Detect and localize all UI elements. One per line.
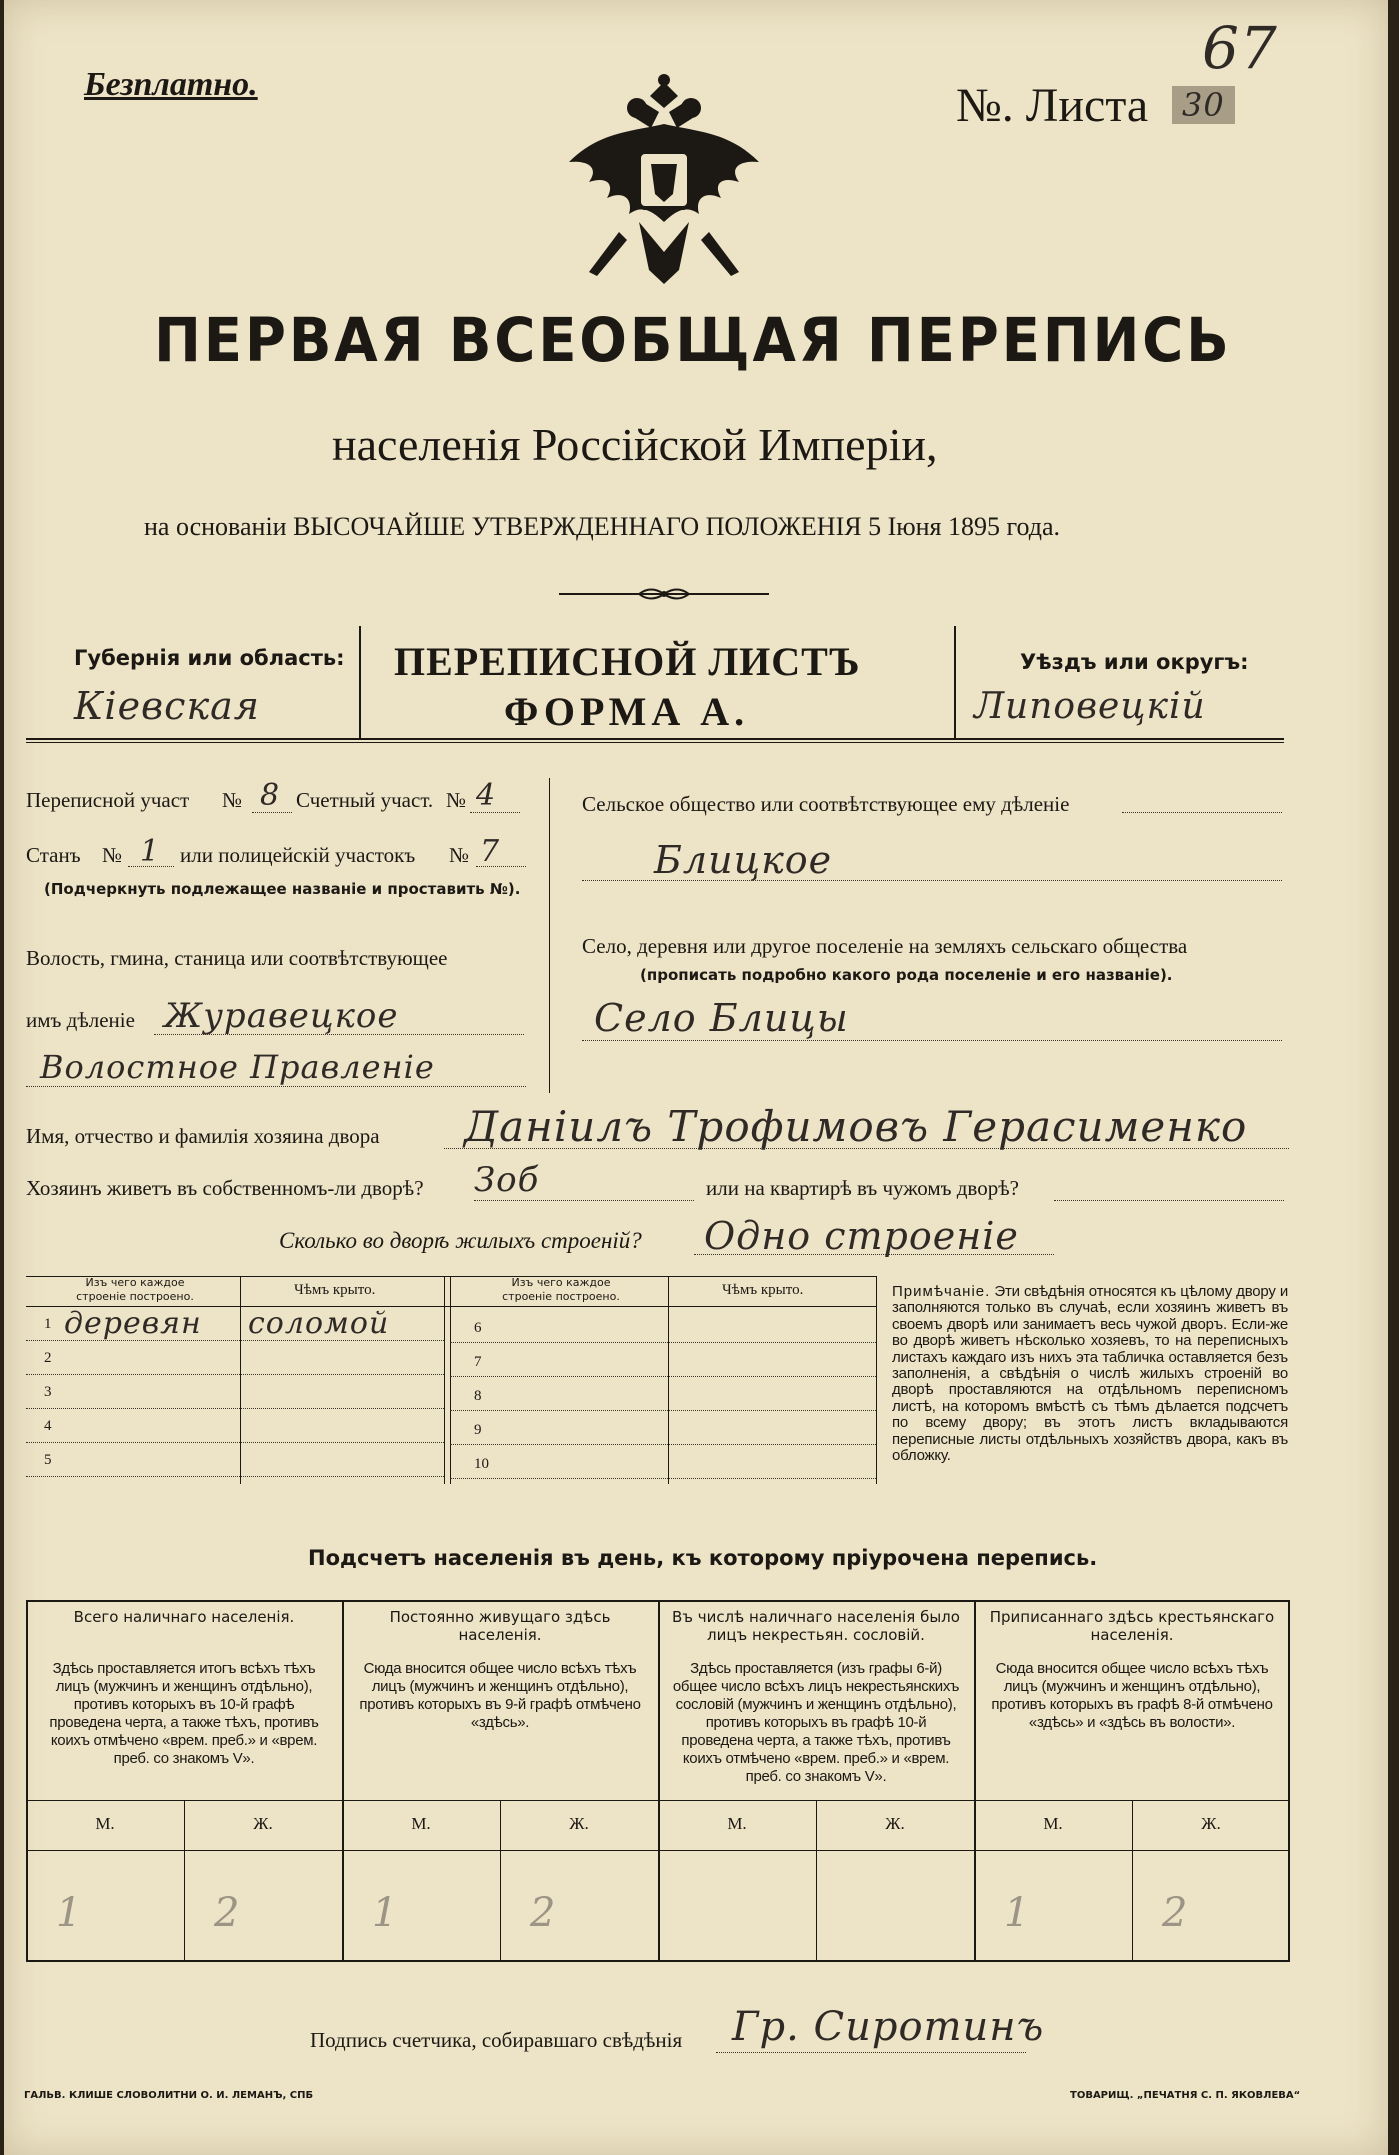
building-row-number: 1 bbox=[44, 1316, 52, 1332]
roof-col-header-2: Чѣмъ крыто. bbox=[722, 1282, 804, 1298]
province-value: Кіевская bbox=[74, 684, 260, 728]
volost-label-2: имъ дѣленіе bbox=[26, 1008, 135, 1032]
archive-number: 67 bbox=[1202, 14, 1278, 82]
buildings-value: Одно строеніе bbox=[704, 1214, 1019, 1258]
census-subtitle: населенія Россійской Имперіи, bbox=[332, 419, 938, 470]
volost-value-2: Волостное Правленіе bbox=[40, 1048, 435, 1086]
note bbox=[892, 1284, 1288, 1464]
female-count-value: 2 bbox=[530, 1890, 557, 1936]
society-value: Блицкое bbox=[654, 838, 833, 882]
form-name: ФОРМА А. bbox=[504, 689, 750, 734]
count-area-value: 4 bbox=[476, 778, 497, 813]
female-col-label: Ж. bbox=[1201, 1814, 1221, 1833]
owner-name-label: Имя, отчество и фамилія хозяина двора bbox=[26, 1124, 380, 1148]
female-col-label: Ж. bbox=[885, 1814, 905, 1833]
building-row-number: 8 bbox=[474, 1388, 482, 1404]
male-count-value: 1 bbox=[372, 1890, 399, 1936]
number-sign: № bbox=[446, 788, 467, 812]
census-title: ПЕРВАЯ ВСЕОБЩАЯ ПЕРЕПИСЬ bbox=[154, 305, 1232, 376]
female-count-value: 2 bbox=[1162, 1890, 1189, 1936]
double-headed-eagle-emblem-icon bbox=[559, 72, 769, 292]
number-sign: № bbox=[102, 843, 123, 867]
police-label: или полицейскій участокъ bbox=[180, 843, 416, 867]
count-col-header: Всего наличнаго населенія. bbox=[73, 1608, 295, 1626]
building-row-number: 10 bbox=[474, 1456, 489, 1472]
census-area-value: 8 bbox=[260, 778, 281, 813]
district-value: Липовецкій bbox=[974, 686, 1206, 727]
legal-basis: на основаніи ВЫСОЧАЙШЕ УТВЕРЖДЕННАГО ПОЛОЖЕНІЯ 5 Іюня 1895 года. bbox=[144, 512, 1061, 541]
male-col-label: М. bbox=[95, 1814, 115, 1833]
male-count-value: 1 bbox=[1004, 1890, 1031, 1936]
police-value: 7 bbox=[480, 834, 501, 869]
female-count-value: 2 bbox=[214, 1890, 241, 1936]
printer-right: ТОВАРИЩ. „ПЕЧАТНЯ С. П. ЯКОВЛЕВА“ bbox=[1070, 2090, 1301, 2101]
volost-label-1: Волость, гмина, станица или соотвѣтствующее bbox=[26, 946, 448, 970]
count-col-header: Въ числѣ наличнаго населенія было лицъ некрестьян. сословій. bbox=[672, 1608, 960, 1644]
material-col-header: Изъ чего каждое строеніе построено. bbox=[76, 1276, 194, 1303]
number-sign: № bbox=[222, 788, 243, 812]
count-col-header: Постоянно живущаго здѣсь населенія. bbox=[389, 1608, 611, 1644]
volost-value-1: Журавецкое bbox=[164, 996, 399, 1036]
roof-col-header: Чѣмъ крыто. bbox=[294, 1282, 376, 1298]
building-row-number: 4 bbox=[44, 1418, 52, 1434]
ornament-divider-icon bbox=[559, 586, 769, 602]
count-col-instructions: Сюда вносится общее число всѣхъ тѣхъ лицъ (мужчинъ и женщинъ отдѣльно), противъ которыхъ въ графѣ 8-й отмѣчено «здѣсь» и «здѣсь въ волости». bbox=[991, 1660, 1273, 1731]
male-col-label: М. bbox=[1043, 1814, 1063, 1833]
owner-lives-label: Хозяинъ живетъ въ собственномъ-ли дворѣ? bbox=[26, 1176, 424, 1200]
census-form-page bbox=[4, 0, 1388, 2155]
note-title: Примѣчаніе. bbox=[892, 1283, 991, 1300]
village-value: Село Блицы bbox=[594, 996, 849, 1040]
building-row-number: 7 bbox=[474, 1354, 482, 1370]
free-label: Безплатно. bbox=[84, 66, 258, 103]
female-col-label: Ж. bbox=[253, 1814, 273, 1833]
material-col-header-2: Изъ чего каждое строеніе построено. bbox=[502, 1276, 620, 1303]
owner-name-value: Даніилъ Трофимовъ Герасименко bbox=[464, 1102, 1248, 1151]
buildings-label: Сколько во дворѣ жилыхъ строеній? bbox=[279, 1228, 642, 1253]
owner-lives-value: Зоб bbox=[474, 1160, 540, 1200]
stan-label: Станъ bbox=[26, 843, 81, 867]
count-col-header: Приписаннаго здѣсь крестьянскаго населенія. bbox=[989, 1608, 1275, 1644]
village-note: (прописать подробно какого рода поселеніе и его названіе). bbox=[640, 966, 1173, 984]
building-row-number: 2 bbox=[44, 1350, 52, 1366]
male-col-label: М. bbox=[727, 1814, 747, 1833]
building-row-number: 5 bbox=[44, 1452, 52, 1468]
sheet-number-value: 30 bbox=[1172, 86, 1235, 124]
building-roof: соломой bbox=[248, 1306, 390, 1341]
society-label: Сельское общество или соотвѣтствующее ему дѣленіе bbox=[582, 792, 1070, 816]
stan-value: 1 bbox=[140, 834, 161, 869]
building-row-number: 9 bbox=[474, 1422, 482, 1438]
count-col-instructions: Здѣсь проставляется итогъ всѣхъ тѣхъ лицъ (мужчинъ и женщинъ отдѣльно), противъ которыхъ въ 10-й графѣ проведена черта, а также тѣхъ, противъ коихъ отмѣчено «врем. преб.» и «врем. преб. со знакомъ V». bbox=[49, 1660, 319, 1767]
building-row-number: 6 bbox=[474, 1320, 482, 1336]
signature-value: Гр. Сиротинъ bbox=[732, 2004, 1045, 2050]
district-label: Уѣздъ или округъ: bbox=[1020, 650, 1249, 674]
printer-left: ГАЛЬВ. КЛИШЕ СЛОВОЛИТНИ О. И. ЛЕМАНЪ, СПБ bbox=[24, 2090, 314, 2101]
village-label: Село, деревня или другое поселеніе на земляхъ сельскаго общества bbox=[582, 934, 1188, 958]
sheet-title: ПЕРЕПИСНОЙ ЛИСТЪ bbox=[394, 639, 861, 684]
count-col-instructions: Сюда вносится общее число всѣхъ тѣхъ лицъ (мужчинъ и женщинъ отдѣльно), противъ которыхъ въ 9-й графѣ отмѣчено «здѣсь». bbox=[359, 1660, 641, 1731]
building-row-number: 3 bbox=[44, 1384, 52, 1400]
count-title: Подсчетъ населенія въ день, къ которому пріурочена перепись. bbox=[308, 1546, 1098, 1570]
building-material: деревян bbox=[64, 1306, 202, 1341]
male-count-value: 1 bbox=[56, 1890, 83, 1936]
apartment-label: или на квартирѣ въ чужомъ дворѣ? bbox=[706, 1176, 1019, 1200]
number-sign: № bbox=[449, 843, 470, 867]
count-area-label: Счетный участ. bbox=[296, 788, 434, 812]
note-text: Эти свѣдѣнія относятся къ цѣлому двору и заполняются только въ случаѣ, если хозяинъ живетъ въ своемъ дворѣ или занимаетъ весь чужой дворъ. Если-же во дворѣ живетъ нѣсколько хозяевъ, то на переписныхъ листахъ каждаго изъ нихъ эта табличка оставляется безъ заполненія, а свѣдѣнія о числѣ жилыхъ строеній во дворѣ проставляются на отдѣльномъ переписномъ листѣ, на которомъ вмѣстѣ съ тѣмъ дѣлается подсчетъ по всему двору; въ этотъ листъ вкладываются переписные листы отдѣльныхъ хозяйствъ двора, какъ въ обложку. bbox=[892, 1283, 1288, 1465]
male-col-label: М. bbox=[411, 1814, 431, 1833]
stan-note: (Подчеркнуть подлежащее названіе и проставить №). bbox=[44, 880, 521, 898]
sheet-number-label: №. Листа bbox=[956, 79, 1149, 132]
female-col-label: Ж. bbox=[569, 1814, 589, 1833]
province-label: Губернія или область: bbox=[74, 646, 345, 670]
signature-label: Подпись счетчика, собиравшаго свѣдѣнія bbox=[310, 2028, 683, 2052]
count-col-instructions: Здѣсь проставляется (изъ графы 6-й) общее число всѣхъ лицъ некрестьянскихъ сословій (мужчинъ и женщинъ отдѣльно), противъ которыхъ въ графѣ 10-й проведена черта, а также тѣхъ, противъ коихъ отмѣчено «врем. преб.» и «врем. преб. со знакомъ V». bbox=[672, 1660, 960, 1785]
census-area-label: Переписной участ bbox=[26, 788, 190, 812]
